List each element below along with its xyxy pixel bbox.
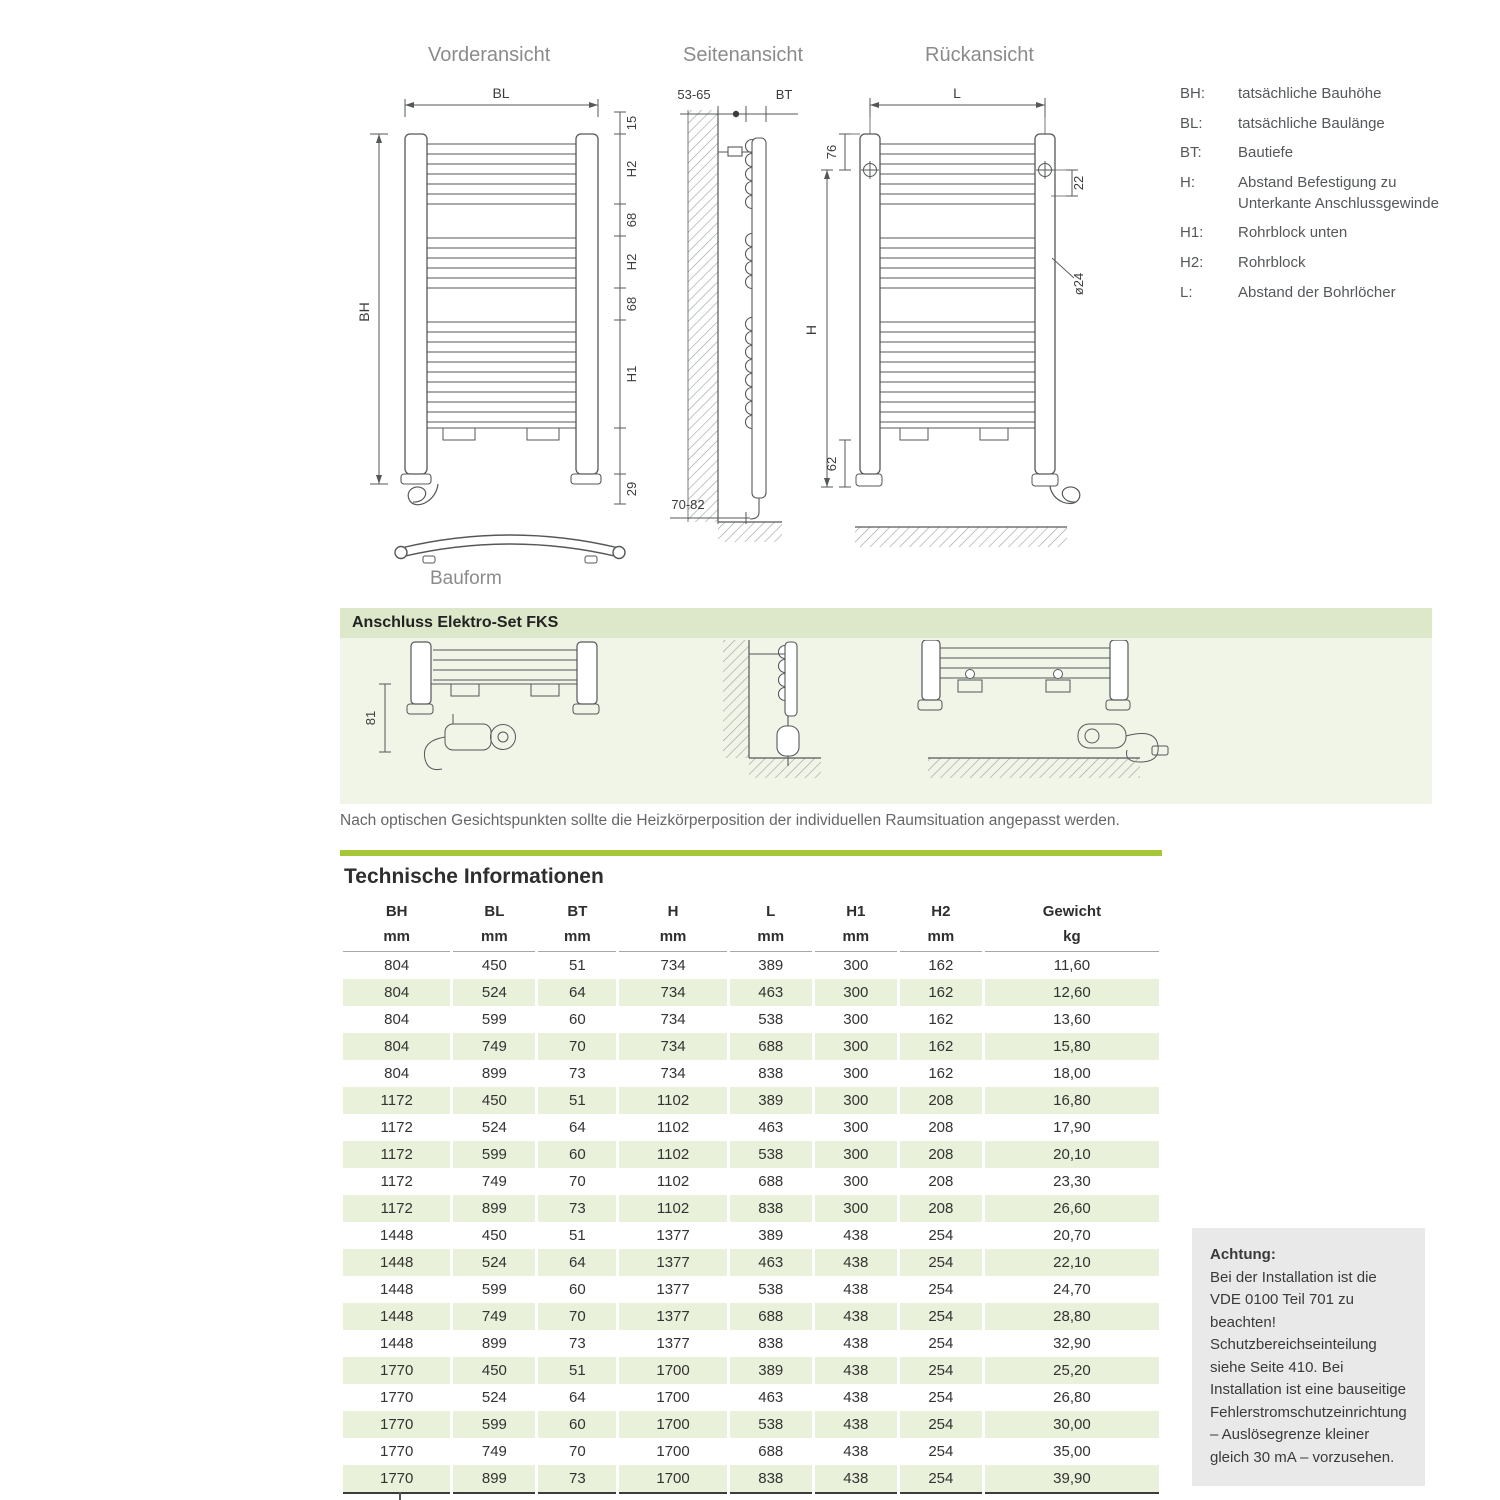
- legend-item: [1180, 173, 1442, 214]
- table-cell: 1172: [342, 1195, 452, 1222]
- table-cell: 162: [898, 952, 983, 980]
- legend-text: tatsächliche Bauhöhe: [1238, 85, 1382, 102]
- table-cell: 73: [537, 1465, 618, 1493]
- table-row: [342, 1168, 1161, 1195]
- table-cell: 300: [813, 1060, 898, 1087]
- table-row: [342, 1060, 1161, 1087]
- table-row: [342, 1195, 1161, 1222]
- warning-title: Achtung:: [1210, 1246, 1276, 1263]
- table-cell: 1172: [342, 1114, 452, 1141]
- table-cell: 64: [537, 1384, 618, 1411]
- table-row: [342, 1222, 1161, 1249]
- table-cell: 60: [537, 1276, 618, 1303]
- table-cell: 26,80: [983, 1384, 1160, 1411]
- table-cell: 28,80: [983, 1303, 1160, 1330]
- column-header: Gewicht: [1042, 903, 1102, 920]
- table-cell: 208: [898, 1114, 983, 1141]
- table-row: [342, 1276, 1161, 1303]
- table-cell: 18,00: [983, 1060, 1160, 1087]
- table-cell: 1102: [618, 1168, 728, 1195]
- table-cell: 30,00: [983, 1411, 1160, 1438]
- table-cell: 300: [813, 1168, 898, 1195]
- table-cell: 838: [728, 1330, 813, 1357]
- table-cell: 899: [452, 1195, 537, 1222]
- column-unit: mm: [342, 924, 452, 952]
- legend-text: Abstand Befestigung zu Unterkante Anschlussgewinde: [1238, 174, 1439, 212]
- table-cell: 438: [813, 1276, 898, 1303]
- table-cell: 438: [813, 1249, 898, 1276]
- dim-label-dia24: ø24: [1071, 272, 1086, 296]
- side-view-title: Seitenansicht: [683, 44, 804, 66]
- cable-icon: [424, 737, 445, 770]
- position-note: Nach optischen Gesichtspunkten sollte die Heizkörperposition der individuellen Raumsituation angepasst werden.: [340, 812, 1120, 829]
- table-cell: 524: [452, 1249, 537, 1276]
- table-cell: 20,70: [983, 1222, 1160, 1249]
- cable-icon: [408, 484, 438, 505]
- table-cell: 1700: [618, 1357, 728, 1384]
- table-cell: 60: [537, 1141, 618, 1168]
- table-cell: 749: [452, 1303, 537, 1330]
- table-cell: 208: [898, 1141, 983, 1168]
- legend-item: [1180, 143, 1442, 164]
- column-header: L: [766, 903, 776, 920]
- table-cell: 599: [452, 1411, 537, 1438]
- column-unit: mm: [898, 924, 983, 952]
- table-row: [342, 1384, 1161, 1411]
- table-cell: 70: [537, 1303, 618, 1330]
- table-cell: 438: [813, 1330, 898, 1357]
- table-row: [342, 952, 1161, 980]
- unit-row: [342, 924, 1161, 952]
- dim-label-bh: BH: [356, 302, 372, 322]
- dim-bl: [405, 99, 598, 117]
- table-cell: 24,70: [983, 1276, 1160, 1303]
- table-cell: 254: [898, 1384, 983, 1411]
- table-row: [342, 1357, 1161, 1384]
- table-cell: 524: [452, 1114, 537, 1141]
- table-cell: 51: [537, 1087, 618, 1114]
- table-cell: 254: [898, 1222, 983, 1249]
- table-cell: 12,60: [983, 979, 1160, 1006]
- legend-text: Abstand der Bohrlöcher: [1238, 283, 1396, 301]
- legend-item: [1180, 84, 1442, 105]
- table-cell: 1377: [618, 1249, 728, 1276]
- table-cell: 524: [452, 1384, 537, 1411]
- table-cell: 438: [813, 1303, 898, 1330]
- table-cell: 23,30: [983, 1168, 1160, 1195]
- table-cell: 51: [537, 952, 618, 980]
- table-cell: 300: [813, 1006, 898, 1033]
- column-unit: mm: [728, 924, 813, 952]
- svg-text:29: 29: [624, 481, 639, 497]
- legend-key: BL:: [1180, 114, 1203, 132]
- table-cell: 1448: [342, 1276, 452, 1303]
- dim-label-62: 62: [824, 456, 839, 472]
- table-cell: 1377: [618, 1276, 728, 1303]
- table-cell: 16,80: [983, 1087, 1160, 1114]
- spec-table-head: [342, 899, 1161, 952]
- table-cell: 538: [728, 1276, 813, 1303]
- table-cell: 254: [898, 1357, 983, 1384]
- table-cell: 838: [728, 1195, 813, 1222]
- table-row: [342, 1006, 1161, 1033]
- table-cell: 254: [898, 1249, 983, 1276]
- table-cell: 73: [537, 1060, 618, 1087]
- dim-label-l: L: [953, 85, 961, 101]
- table-cell: 389: [728, 952, 813, 980]
- table-row: [342, 1141, 1161, 1168]
- table-cell: 1448: [342, 1330, 452, 1357]
- table-cell: 17,90: [983, 1114, 1160, 1141]
- svg-text:68: 68: [624, 296, 639, 312]
- rear-view-title: Rückansicht: [925, 44, 1034, 66]
- table-cell: 11,60: [983, 952, 1160, 980]
- bauform-label: Bauform: [430, 568, 502, 589]
- elektro-front-drawing: [355, 640, 655, 792]
- column-unit: mm: [452, 924, 537, 952]
- table-cell: 1700: [618, 1411, 728, 1438]
- legend-item: [1180, 283, 1442, 304]
- table-cell: 1770: [342, 1411, 452, 1438]
- table-cell: 688: [728, 1438, 813, 1465]
- table-cell: 208: [898, 1168, 983, 1195]
- table-cell: 70: [537, 1033, 618, 1060]
- dim-label-81: 81: [363, 710, 378, 726]
- column-header: H: [667, 903, 679, 920]
- svg-text:H2: H2: [624, 253, 639, 271]
- table-cell: 734: [618, 979, 728, 1006]
- table-cell: 162: [898, 979, 983, 1006]
- table-cell: 1448: [342, 1222, 452, 1249]
- table-cell: 254: [898, 1411, 983, 1438]
- radiator-side-profile: [718, 138, 766, 519]
- table-row: [342, 1411, 1161, 1438]
- table-cell: 804: [342, 952, 452, 980]
- spec-table-body: [342, 952, 1161, 1494]
- front-view-title: Vorderansicht: [428, 44, 551, 66]
- column-unit: kg: [983, 924, 1160, 952]
- table-cell: 1700: [618, 1465, 728, 1493]
- table-cell: 688: [728, 1303, 813, 1330]
- table-cell: 1448: [342, 1249, 452, 1276]
- table-cell: 162: [898, 1033, 983, 1060]
- table-cell: 389: [728, 1087, 813, 1114]
- table-cell: 26,60: [983, 1195, 1160, 1222]
- table-cell: 60: [537, 1006, 618, 1033]
- svg-text:68: 68: [624, 212, 639, 228]
- table-cell: 1377: [618, 1303, 728, 1330]
- column-unit: mm: [537, 924, 618, 952]
- table-cell: 438: [813, 1411, 898, 1438]
- table-row: [342, 1438, 1161, 1465]
- table-cell: 70: [537, 1438, 618, 1465]
- radiator-front-body: [401, 134, 601, 505]
- table-cell: 438: [813, 1357, 898, 1384]
- table-cell: 734: [618, 952, 728, 980]
- column-header: BH: [385, 903, 408, 920]
- dim-62: [839, 440, 851, 487]
- bauform-drawing: [385, 510, 635, 568]
- table-cell: 20,10: [983, 1141, 1160, 1168]
- table-cell: 64: [537, 979, 618, 1006]
- svg-text:H2: H2: [624, 160, 639, 178]
- legend-text: Rohrblock: [1238, 254, 1306, 272]
- table-row: [342, 1303, 1161, 1330]
- table-cell: 450: [452, 952, 537, 980]
- dim-label-wall-gap: 53-65: [677, 87, 711, 102]
- table-cell: 450: [452, 1222, 537, 1249]
- legend-key: H1:: [1180, 224, 1204, 242]
- table-cell: 450: [452, 1087, 537, 1114]
- table-cell: 599: [452, 1141, 537, 1168]
- table-cell: 1172: [342, 1168, 452, 1195]
- table-cell: 1700: [618, 1438, 728, 1465]
- table-cell: 254: [898, 1438, 983, 1465]
- table-cell: 1172: [342, 1087, 452, 1114]
- table-cell: 749: [452, 1438, 537, 1465]
- table-cell: 64: [537, 1249, 618, 1276]
- table-cell: 1102: [618, 1195, 728, 1222]
- legend-text: Bautiefe: [1238, 144, 1294, 162]
- legend-key: BT:: [1180, 144, 1202, 162]
- elektro-section-title: Anschluss Elektro-Set FKS: [352, 614, 559, 631]
- table-cell: 300: [813, 1033, 898, 1060]
- table-cell: 688: [728, 1033, 813, 1060]
- legend-key: H2:: [1180, 254, 1204, 272]
- plug-icon: [1152, 746, 1168, 755]
- tech-info-title: Technische Informationen: [344, 865, 604, 888]
- table-row: [342, 1249, 1161, 1276]
- table-cell: 804: [342, 1060, 452, 1087]
- column-header: H1: [846, 903, 866, 920]
- dim-label-bt: BT: [775, 87, 793, 102]
- legend-text: Rohrblock unten: [1238, 224, 1348, 242]
- table-cell: 25,20: [983, 1357, 1160, 1384]
- table-cell: 32,90: [983, 1330, 1160, 1357]
- table-cell: 60: [537, 1411, 618, 1438]
- heating-element-icon: [777, 726, 799, 756]
- column-header: BT: [567, 903, 588, 920]
- dim-h: [821, 170, 833, 487]
- table-cell: 300: [813, 952, 898, 980]
- table-cell: 1172: [342, 1141, 452, 1168]
- dim-l: [870, 98, 1045, 160]
- table-cell: 450: [452, 1357, 537, 1384]
- elektro-rear-drawing: [880, 640, 1190, 792]
- table-cell: 838: [728, 1465, 813, 1493]
- table-row: [342, 1087, 1161, 1114]
- table-cell: 688: [728, 1168, 813, 1195]
- table-cell: 899: [452, 1465, 537, 1493]
- dim-label-bl: BL: [492, 85, 510, 101]
- table-cell: 538: [728, 1006, 813, 1033]
- column-header: BL: [484, 903, 505, 920]
- warning-box: [1192, 1228, 1425, 1486]
- table-cell: 254: [898, 1330, 983, 1357]
- dim-76: [839, 134, 860, 170]
- table-cell: 1700: [618, 1384, 728, 1411]
- table-cell: 254: [898, 1465, 983, 1493]
- floor-hatch-rear: [855, 527, 1067, 547]
- table-cell: 1377: [618, 1222, 728, 1249]
- table-cell: 39,90: [983, 1465, 1160, 1493]
- table-cell: 1770: [342, 1384, 452, 1411]
- table-cell: 300: [813, 1087, 898, 1114]
- table-cell: 254: [898, 1303, 983, 1330]
- table-cell: 1377: [618, 1330, 728, 1357]
- table-cell: 1770: [342, 1465, 452, 1493]
- table-cell: 15,80: [983, 1033, 1160, 1060]
- column-unit: mm: [813, 924, 898, 952]
- legend-key: BH:: [1180, 85, 1206, 102]
- table-cell: 463: [728, 1384, 813, 1411]
- rear-view-drawing: [800, 72, 1120, 572]
- dim-label-22: 22: [1071, 175, 1086, 191]
- table-cell: 1102: [618, 1141, 728, 1168]
- elektro-side-drawing: [695, 640, 855, 792]
- table-cell: 1448: [342, 1303, 452, 1330]
- table-cell: 162: [898, 1006, 983, 1033]
- table-cell: 599: [452, 1276, 537, 1303]
- table-cell: 438: [813, 1384, 898, 1411]
- table-cell: 749: [452, 1033, 537, 1060]
- table-cell: 389: [728, 1357, 813, 1384]
- table-row: [342, 1465, 1161, 1493]
- elektro-section-header: [340, 608, 1432, 638]
- legend: [1180, 84, 1442, 313]
- table-cell: 300: [813, 979, 898, 1006]
- table-cell: 22,10: [983, 1249, 1160, 1276]
- dim-label-76: 76: [824, 144, 839, 160]
- legend-item: [1180, 253, 1442, 274]
- table-cell: 1102: [618, 1087, 728, 1114]
- table-cell: 254: [898, 1276, 983, 1303]
- table-cell: 899: [452, 1330, 537, 1357]
- table-cell: 463: [728, 1114, 813, 1141]
- table-cell: 1102: [618, 1114, 728, 1141]
- table-cell: 13,60: [983, 1006, 1160, 1033]
- table-cell: 463: [728, 1249, 813, 1276]
- spec-table: [340, 899, 1162, 1494]
- table-cell: 208: [898, 1195, 983, 1222]
- table-cell: 35,00: [983, 1438, 1160, 1465]
- table-cell: 438: [813, 1222, 898, 1249]
- table-cell: 300: [813, 1195, 898, 1222]
- table-cell: 899: [452, 1060, 537, 1087]
- table-cell: 51: [537, 1222, 618, 1249]
- column-unit: mm: [618, 924, 728, 952]
- table-row: [342, 1330, 1161, 1357]
- table-cell: 538: [728, 1141, 813, 1168]
- table-cell: 64: [537, 1114, 618, 1141]
- cable-icon: [750, 498, 759, 519]
- table-cell: 438: [813, 1465, 898, 1493]
- radiator-rear-body: [856, 134, 1080, 504]
- table-cell: 734: [618, 1006, 728, 1033]
- table-cell: 838: [728, 1060, 813, 1087]
- table-cell: 162: [898, 1060, 983, 1087]
- header-row: [342, 899, 1161, 924]
- dim-bh: [370, 134, 388, 484]
- table-cell: 73: [537, 1195, 618, 1222]
- table-cell: 389: [728, 1222, 813, 1249]
- wall-and-floor: [688, 110, 782, 542]
- table-cell: 1770: [342, 1357, 452, 1384]
- table-cell: 734: [618, 1033, 728, 1060]
- column-header: H2: [931, 903, 951, 920]
- front-view-drawing: [340, 72, 660, 572]
- table-cell: 51: [537, 1357, 618, 1384]
- table-cell: 804: [342, 1006, 452, 1033]
- table-row: [342, 1033, 1161, 1060]
- svg-text:H1: H1: [624, 365, 639, 383]
- table-cell: 463: [728, 979, 813, 1006]
- warning-text: Bei der Installation ist die VDE 0100 Teil 701 zu beachten! Schutzbereichseinteilung siehe Seite 410. Bei Installation ist eine bauseitige Fehlerstromschutzeinrichtung – Auslösegrenze kleiner gleich 30 mA – vorzusehen.: [1210, 1268, 1407, 1466]
- table-cell: 599: [452, 1006, 537, 1033]
- table-cell: 438: [813, 1438, 898, 1465]
- table-cell: 538: [728, 1411, 813, 1438]
- heating-element-icon: [445, 724, 491, 750]
- table-cell: 73: [537, 1330, 618, 1357]
- table-row: [342, 1114, 1161, 1141]
- svg-text:15: 15: [624, 115, 639, 131]
- legend-item: [1180, 223, 1442, 244]
- table-cell: 70: [537, 1168, 618, 1195]
- legend-item: [1180, 114, 1442, 135]
- table-cell: 804: [342, 979, 452, 1006]
- dim-label-floor-gap: 70-82: [671, 497, 705, 512]
- next-section-mark: [399, 1492, 401, 1500]
- table-cell: 208: [898, 1087, 983, 1114]
- table-cell: 804: [342, 1033, 452, 1060]
- table-cell: 300: [813, 1141, 898, 1168]
- table-cell: 734: [618, 1060, 728, 1087]
- cable-icon: [1050, 486, 1080, 504]
- table-cell: 1770: [342, 1438, 452, 1465]
- table-cell: 300: [813, 1114, 898, 1141]
- dim-label-h: H: [803, 324, 819, 336]
- table-cell: 524: [452, 979, 537, 1006]
- table-cell: 749: [452, 1168, 537, 1195]
- accent-line: [340, 850, 1162, 856]
- legend-text: tatsächliche Baulänge: [1238, 114, 1385, 132]
- dim-chain-labels: [624, 116, 639, 496]
- table-row: [342, 979, 1161, 1006]
- legend-key: L:: [1180, 283, 1193, 301]
- dim-81: [379, 684, 391, 752]
- legend-key: H:: [1180, 174, 1195, 192]
- tech-info-section: [340, 850, 1162, 1494]
